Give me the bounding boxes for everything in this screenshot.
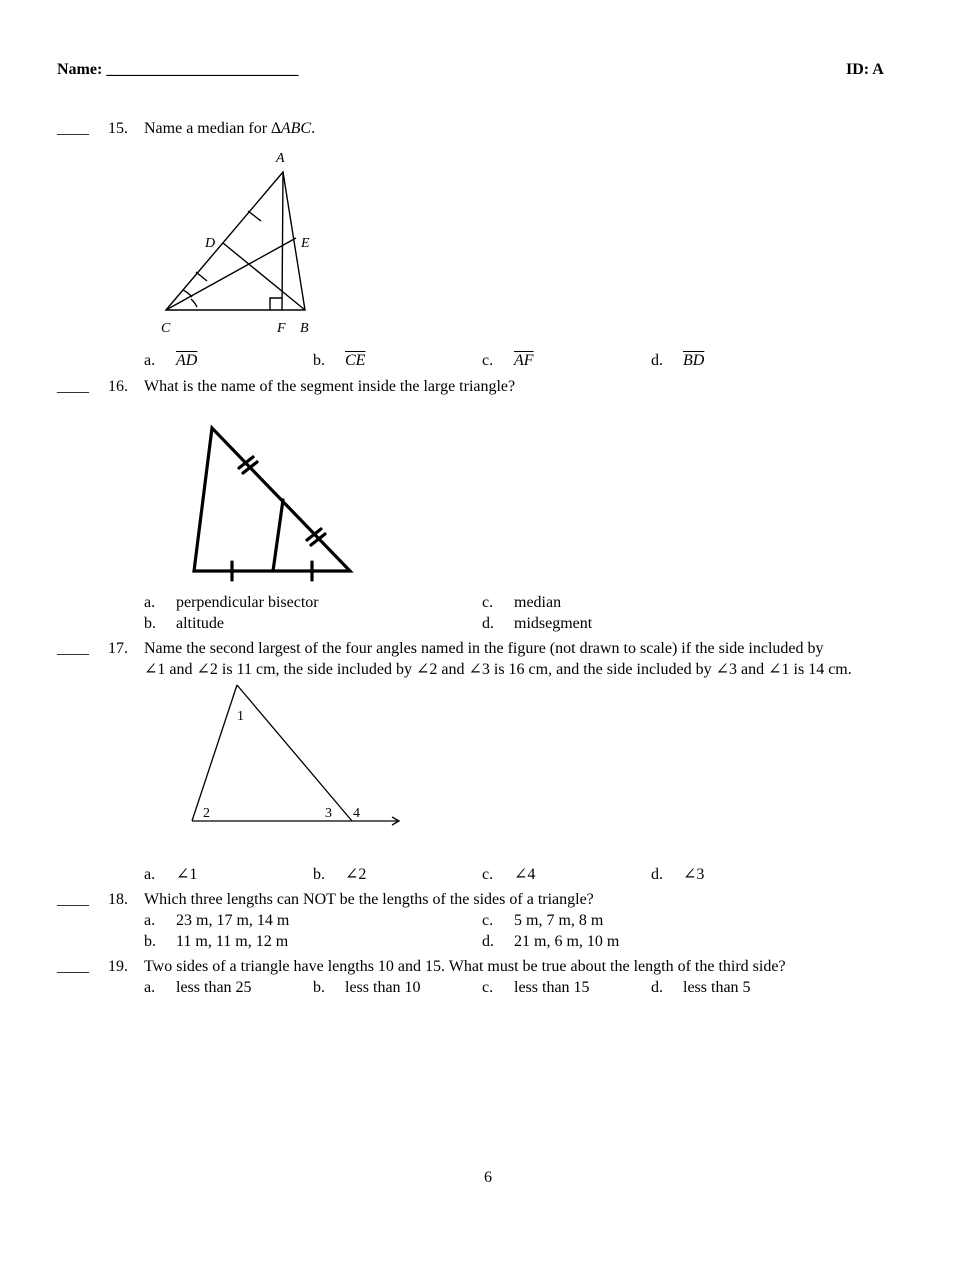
choice-17c[interactable]: c. bbox=[482, 866, 494, 883]
question-text-17-line1: Name the second largest of the four angles named in the figure (not drawn to scale) if the side included by bbox=[144, 640, 824, 657]
choice-19a-text: less than 25 bbox=[176, 979, 252, 996]
choice-15b-text: $\overline{CE}$ bbox=[345, 352, 366, 369]
question-text-19: Two sides of a triangle have lengths 10 and 15. What must be true about the length of the third side? bbox=[144, 958, 786, 975]
choice-16b[interactable]: b. bbox=[144, 615, 156, 632]
choice-18c[interactable]: c. bbox=[482, 912, 494, 929]
choice-17d[interactable]: d. bbox=[651, 866, 663, 883]
page-number: 6 bbox=[484, 1169, 492, 1186]
question-number-16: 16. bbox=[108, 378, 128, 395]
id-label: ID: bbox=[846, 61, 870, 78]
choice-17b-text: ∠2 bbox=[345, 866, 367, 883]
choice-19b-text: less than 10 bbox=[345, 979, 421, 996]
choice-18a-text: 23 m, 17 m, 14 m bbox=[176, 912, 290, 929]
choice-15b[interactable]: b. bbox=[313, 352, 325, 369]
choice-17b[interactable]: b. bbox=[313, 866, 325, 883]
choice-16a-text: perpendicular bisector bbox=[176, 594, 319, 611]
label-b: B bbox=[300, 321, 309, 336]
choice-16c-text: median bbox=[514, 594, 562, 611]
choice-17d-text: ∠3 bbox=[683, 866, 705, 883]
answer-blank-16[interactable]: ____ bbox=[57, 378, 89, 395]
choice-17a[interactable]: a. bbox=[144, 866, 156, 883]
choice-17c-text: ∠4 bbox=[514, 866, 536, 883]
choice-18b-text: 11 m, 11 m, 12 m bbox=[176, 933, 289, 950]
choice-15a[interactable]: a. bbox=[144, 352, 156, 369]
side-right bbox=[237, 685, 352, 821]
choice-15c[interactable]: c. bbox=[482, 352, 494, 369]
label-c: C bbox=[161, 321, 171, 336]
side-left bbox=[192, 685, 237, 821]
label-a: A bbox=[276, 151, 285, 166]
answer-blank-15[interactable]: ____ bbox=[57, 120, 89, 137]
choice-16c[interactable]: c. bbox=[482, 594, 494, 611]
question-text-18: Which three lengths can NOT be the lengths of the sides of a triangle? bbox=[144, 891, 594, 908]
name-blank[interactable]: ________________________ bbox=[106, 61, 299, 78]
choice-18d-text: 21 m, 6 m, 10 m bbox=[514, 933, 620, 950]
choice-19c-text: less than 15 bbox=[514, 979, 590, 996]
angle-label-3: 3 bbox=[325, 806, 332, 821]
triangle-symbol: ∆ bbox=[271, 120, 281, 137]
question-number-15: 15. bbox=[108, 120, 128, 137]
angle-label-2: 2 bbox=[203, 806, 210, 821]
choice-18c-text: 5 m, 7 m, 8 m bbox=[514, 912, 604, 929]
choice-16d[interactable]: d. bbox=[482, 615, 494, 632]
answer-blank-19[interactable]: ____ bbox=[57, 958, 89, 975]
question-text-17-line2: ∠1 and ∠2 is 11 cm, the side included by ∠2 and ∠3 is 16 cm, and the side included by ∠3 and ∠1 is 14 cm. bbox=[144, 661, 852, 678]
choice-16d-text: midsegment bbox=[514, 615, 593, 632]
name-label: Name: bbox=[57, 61, 103, 78]
choice-18a[interactable]: a. bbox=[144, 912, 156, 929]
choice-19d[interactable]: d. bbox=[651, 979, 663, 996]
question-number-17: 17. bbox=[108, 640, 128, 657]
id-value: A bbox=[872, 61, 884, 78]
label-e: E bbox=[301, 236, 310, 251]
label-f: F bbox=[277, 321, 286, 336]
choice-19c[interactable]: c. bbox=[482, 979, 494, 996]
answer-blank-17[interactable]: ____ bbox=[57, 640, 89, 657]
choice-18d[interactable]: d. bbox=[482, 933, 494, 950]
angle-label-4: 4 bbox=[353, 806, 360, 821]
answer-blank-18[interactable]: ____ bbox=[57, 891, 89, 908]
choice-17a-text: ∠1 bbox=[176, 866, 198, 883]
choice-15d-text: $\overline{BD}$ bbox=[683, 352, 705, 369]
choice-19a[interactable]: a. bbox=[144, 979, 156, 996]
choice-19b[interactable]: b. bbox=[313, 979, 325, 996]
choice-15a-text: $\overline{AD}$ bbox=[176, 352, 198, 369]
choice-15d[interactable]: d. bbox=[651, 352, 663, 369]
question-number-18: 18. bbox=[108, 891, 128, 908]
choice-19d-text: less than 5 bbox=[683, 979, 751, 996]
question-text-15: Name a median for ∆ABC. bbox=[144, 120, 316, 137]
question-text-16: What is the name of the segment inside the large triangle? bbox=[144, 378, 516, 395]
choice-16a[interactable]: a. bbox=[144, 594, 156, 611]
choice-15c-text: $\overline{AF}$ bbox=[514, 352, 534, 369]
label-d: D bbox=[205, 236, 216, 251]
question-number-19: 19. bbox=[108, 958, 128, 975]
angle-label-1: 1 bbox=[237, 709, 244, 724]
choice-18b[interactable]: b. bbox=[144, 933, 156, 950]
choice-16b-text: altitude bbox=[176, 615, 224, 632]
